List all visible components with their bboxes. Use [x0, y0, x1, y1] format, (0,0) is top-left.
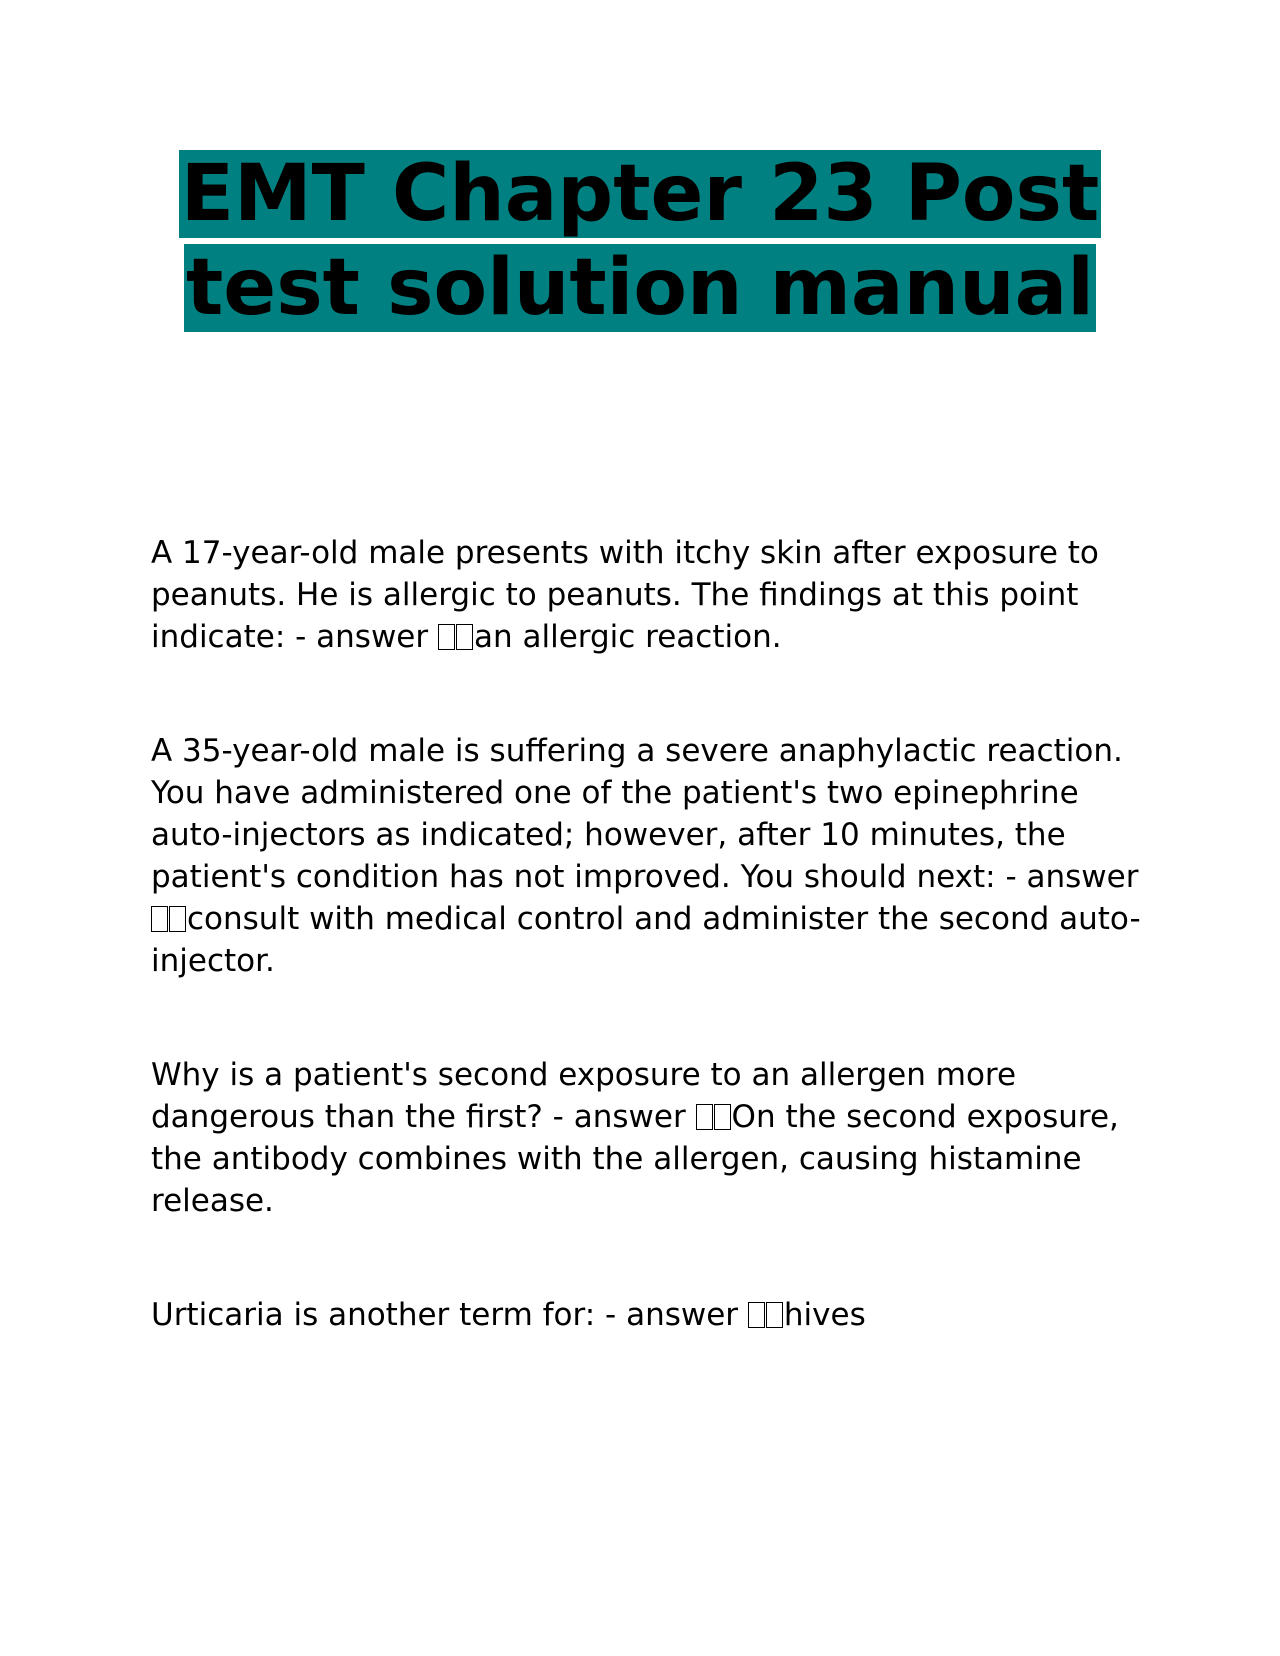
question-text: Urticaria is another term for:: [151, 1297, 596, 1333]
answer-text: On the second exposure, the antibody combines with the allergen, causing histamine release.: [151, 1099, 1119, 1219]
qa-item-4: [151, 1294, 1161, 1336]
missing-glyph-icon: [696, 1104, 713, 1130]
missing-glyph-icon: [169, 906, 186, 932]
missing-glyph-icon: [151, 906, 168, 932]
qa-item-1: [151, 532, 1161, 658]
question-text: Why is a patient's second exposure to an allergen more dangerous than the first?: [151, 1057, 1017, 1135]
missing-glyph-icon: [748, 1302, 765, 1328]
qa-list: [151, 532, 1161, 1408]
title-line-1: EMT Chapter 23 Post: [180, 149, 1100, 239]
missing-glyph-icon: [438, 624, 455, 650]
missing-glyph-icon: [456, 624, 473, 650]
answer-text: consult with medical control and administer the second auto-injector.: [151, 901, 1141, 979]
document-title: [0, 150, 1280, 332]
answer-separator: - answer: [542, 1099, 696, 1135]
qa-item-2: [151, 730, 1161, 982]
qa-item-3: [151, 1054, 1161, 1222]
question-text: A 17-year-old male presents with itchy skin after exposure to peanuts. He is allergic to peanuts. The findings at this point indicate:: [151, 535, 1099, 655]
answer-separator: - answer: [595, 1297, 748, 1333]
title-line-2: test solution manual: [186, 243, 1094, 333]
answer-text: an allergic reaction.: [473, 619, 782, 655]
question-text: A 35-year-old male is suffering a severe anaphylactic reaction. You have administered one of the patient's two epinephrine auto-injectors as indicated; however, after 10 minutes, the patient's condition has not improved. You should next:: [151, 733, 1123, 895]
answer-separator: - answer: [995, 859, 1139, 895]
answer-separator: - answer: [285, 619, 438, 655]
answer-text: hives: [783, 1297, 866, 1333]
missing-glyph-icon: [714, 1104, 731, 1130]
missing-glyph-icon: [766, 1302, 783, 1328]
